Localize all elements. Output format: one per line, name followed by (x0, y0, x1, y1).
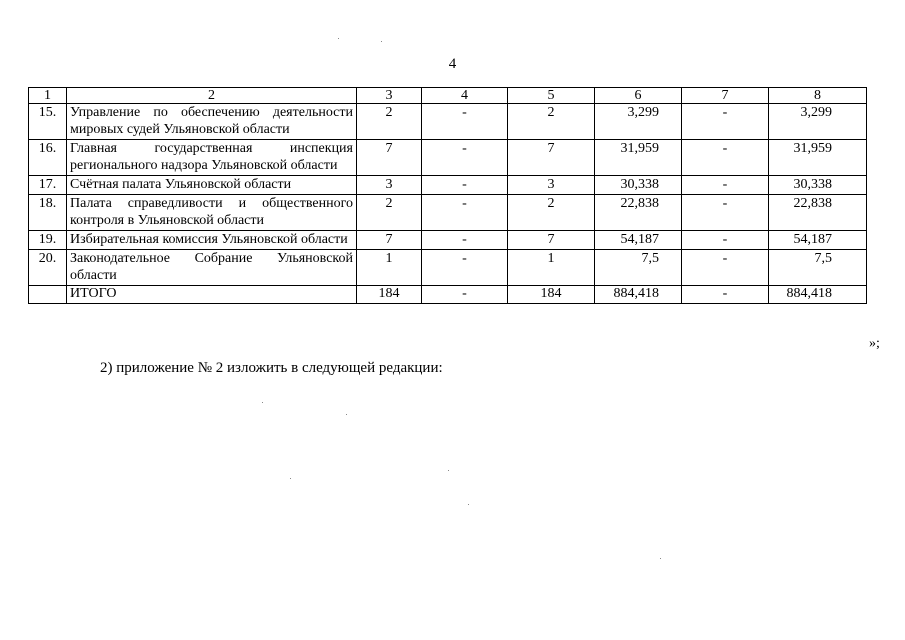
cell-col4: - (422, 195, 508, 231)
table-row (29, 231, 867, 250)
organization-name: Избирательная комиссия Ульяновской области (67, 231, 357, 250)
organization-name: Главная государственная инспекция регионального надзора Ульяновской области (67, 140, 357, 176)
row-number: 18. (29, 195, 67, 231)
cell-col6: 31,959 (595, 140, 682, 176)
cell-col3: 3 (357, 176, 422, 195)
total-label: ИТОГО (67, 286, 357, 304)
row-number: 19. (29, 231, 67, 250)
cell-col7: - (682, 250, 769, 286)
cell-col5: 3 (508, 176, 595, 195)
organization-name: Палата справедливости и общественного контроля в Ульяновской области (67, 195, 357, 231)
cell-col3: 7 (357, 140, 422, 176)
column-header: 3 (357, 88, 422, 104)
organization-name: Законодательное Собрание Ульяновской области (67, 250, 357, 286)
column-header: 4 (422, 88, 508, 104)
total-col4: - (422, 286, 508, 304)
cell-col5: 1 (508, 250, 595, 286)
column-header: 8 (769, 88, 867, 104)
scan-speck (468, 504, 469, 505)
row-number: 15. (29, 104, 67, 140)
total-col8: 884,418 (769, 286, 867, 304)
cell-col8: 7,5 (769, 250, 867, 286)
cell-col3: 2 (357, 195, 422, 231)
cell-col6: 7,5 (595, 250, 682, 286)
cell-col8: 54,187 (769, 231, 867, 250)
cell-col4: - (422, 250, 508, 286)
scan-speck (290, 478, 291, 479)
cell-col5: 2 (508, 195, 595, 231)
cell-col7: - (682, 176, 769, 195)
cell-col8: 3,299 (769, 104, 867, 140)
cell-col8: 30,338 (769, 176, 867, 195)
cell-col7: - (682, 140, 769, 176)
cell-col4: - (422, 140, 508, 176)
row-number: 16. (29, 140, 67, 176)
page-number: 4 (448, 56, 457, 72)
table-total-row (29, 286, 867, 304)
total-number-cell (29, 286, 67, 304)
cell-col3: 2 (357, 104, 422, 140)
total-col6: 884,418 (595, 286, 682, 304)
organization-name: Счётная палата Ульяновской области (67, 176, 357, 195)
cell-col5: 2 (508, 104, 595, 140)
column-header: 7 (682, 88, 769, 104)
scan-speck (448, 470, 449, 471)
column-header: 5 (508, 88, 595, 104)
cell-col3: 1 (357, 250, 422, 286)
cell-col4: - (422, 104, 508, 140)
closing-quote: »; (869, 336, 880, 351)
scan-speck (338, 38, 339, 39)
total-col3: 184 (357, 286, 422, 304)
scan-speck (660, 558, 661, 559)
table-row (29, 195, 867, 231)
row-number: 20. (29, 250, 67, 286)
scan-speck (262, 402, 263, 403)
cell-col5: 7 (508, 231, 595, 250)
total-col7: - (682, 286, 769, 304)
total-col5: 184 (508, 286, 595, 304)
row-number: 17. (29, 176, 67, 195)
cell-col7: - (682, 195, 769, 231)
cell-col4: - (422, 231, 508, 250)
organization-name: Управление по обеспечению деятельности мировых судей Ульяновской области (67, 104, 357, 140)
cell-col6: 30,338 (595, 176, 682, 195)
cell-col5: 7 (508, 140, 595, 176)
cell-col8: 31,959 (769, 140, 867, 176)
table-row (29, 140, 867, 176)
table-row (29, 176, 867, 195)
column-header: 1 (29, 88, 67, 104)
cell-col8: 22,838 (769, 195, 867, 231)
cell-col7: - (682, 104, 769, 140)
cell-col6: 54,187 (595, 231, 682, 250)
amendment-note: 2) приложение № 2 изложить в следующей редакции: (100, 360, 443, 376)
cell-col3: 7 (357, 231, 422, 250)
column-header: 6 (595, 88, 682, 104)
table-header-row (29, 88, 867, 104)
cell-col6: 22,838 (595, 195, 682, 231)
cell-col6: 3,299 (595, 104, 682, 140)
table-row (29, 104, 867, 140)
scan-speck (346, 414, 347, 415)
column-header: 2 (67, 88, 357, 104)
table-row (29, 250, 867, 286)
staff-table (28, 87, 867, 304)
cell-col4: - (422, 176, 508, 195)
cell-col7: - (682, 231, 769, 250)
scan-speck (381, 41, 382, 42)
